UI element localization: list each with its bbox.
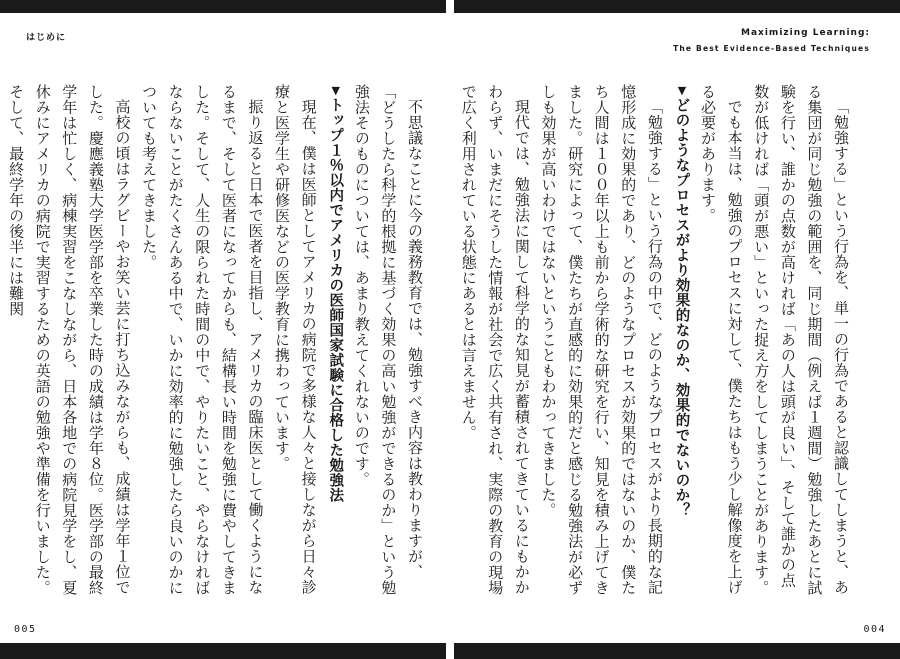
top-bar-left xyxy=(0,0,446,13)
left-page-body xyxy=(7,84,428,598)
book-title: Maximizing Learning: xyxy=(741,28,870,38)
section-heading: ▼どのようなプロセスがより効果的なのか、効果的でないのか？ xyxy=(673,84,690,518)
running-head-left: はじめに xyxy=(26,33,67,43)
book-subtitle: The Best Evidence-Based Techniques xyxy=(673,44,870,53)
right-page-body xyxy=(459,84,854,598)
triangle-marker-icon: ▼ xyxy=(675,84,689,98)
paragraph: 高校の頃はラグビーやお笑い芸に打ち込みながらも、成績は学年１位でした。慶應義塾大学医学部を卒業した時の成績は学年８位。医学部の最終学年は忙しく、病棟実習をこなしながら、日本各地での病院見学をし、夏休みにアメリカの病院で実習するための英語の勉強や準備を行いました。そして、最終学年の後半には難関 xyxy=(7,84,132,596)
paragraph: でも本当は、勉強のプロセスに対して、僕たちはもう少し解像度を上げる必要があります。 xyxy=(699,84,744,595)
bottom-bar-left xyxy=(0,643,446,659)
paragraph: 現代では、勉強法に関して科学的な知見が蓄積されてきているにもかかわらず、いまだにそうした情報が社会で広く共有され、実際の教育の現場で広く利用されている状態にあるとは言えません。 xyxy=(459,84,531,596)
top-bar-right xyxy=(454,0,900,13)
page-number-left: 005 xyxy=(14,624,37,635)
paragraph: 「勉強する」という行為の中で、どのようなプロセスがより長期的な記憶形成に効果的であり、どのようなプロセスが効果的ではないのか、僕たち人間は１００年以上も前から学術的な研究を行い、知見を積み上げてきました。研究によって、僕たちが直感的に効果的だと感じる勉強法が必ずしも効果が高いわけではないということもわかってきました。 xyxy=(539,84,664,596)
paragraph: 振り返ると日本で医者を目指し、アメリカの臨床医として働くようになるまで、そして医者になってからも、結構長い時間を勉強に費やしてきました。そして、人生の限られた時間の中で、やりたいこと、やらなければならないことがたくさんある中で、いかに効率的に勉強したら良いのかについても考えてきました。 xyxy=(140,84,265,596)
paragraph: 現在、僕は医師としてアメリカの病院で多様な人々と接しながら日々診療と医学生や研修医などの医学教育に携わっています。 xyxy=(273,84,318,595)
section-heading: ▼トップ１％以内でアメリカの医師国家試験に合格した勉強法 xyxy=(327,84,344,503)
triangle-marker-icon: ▼ xyxy=(329,84,343,98)
paragraph: 不思議なことに今の義務教育では、勉強すべき内容は教わりますが、「どうしたら科学的根拠に基づく効果の高い勉強ができるのか」という勉強法そのものについては、あまり教えてくれないのです。 xyxy=(352,84,424,596)
page-number-right: 004 xyxy=(863,624,886,635)
paragraph: 「勉強する」という行為を、単一の行為であると認識してしまうと、ある集団が同じ勉強の範囲を、同じ期間（例えば１週間）勉強したあとに試験を行い、誰かの点数が高ければ「あの人は頭が良い」、そして誰かの点数が低ければ「頭が悪い」といった捉え方をしてしまうことがあります。 xyxy=(752,84,850,596)
bottom-bar-right xyxy=(454,643,900,659)
running-head-right xyxy=(673,26,870,56)
